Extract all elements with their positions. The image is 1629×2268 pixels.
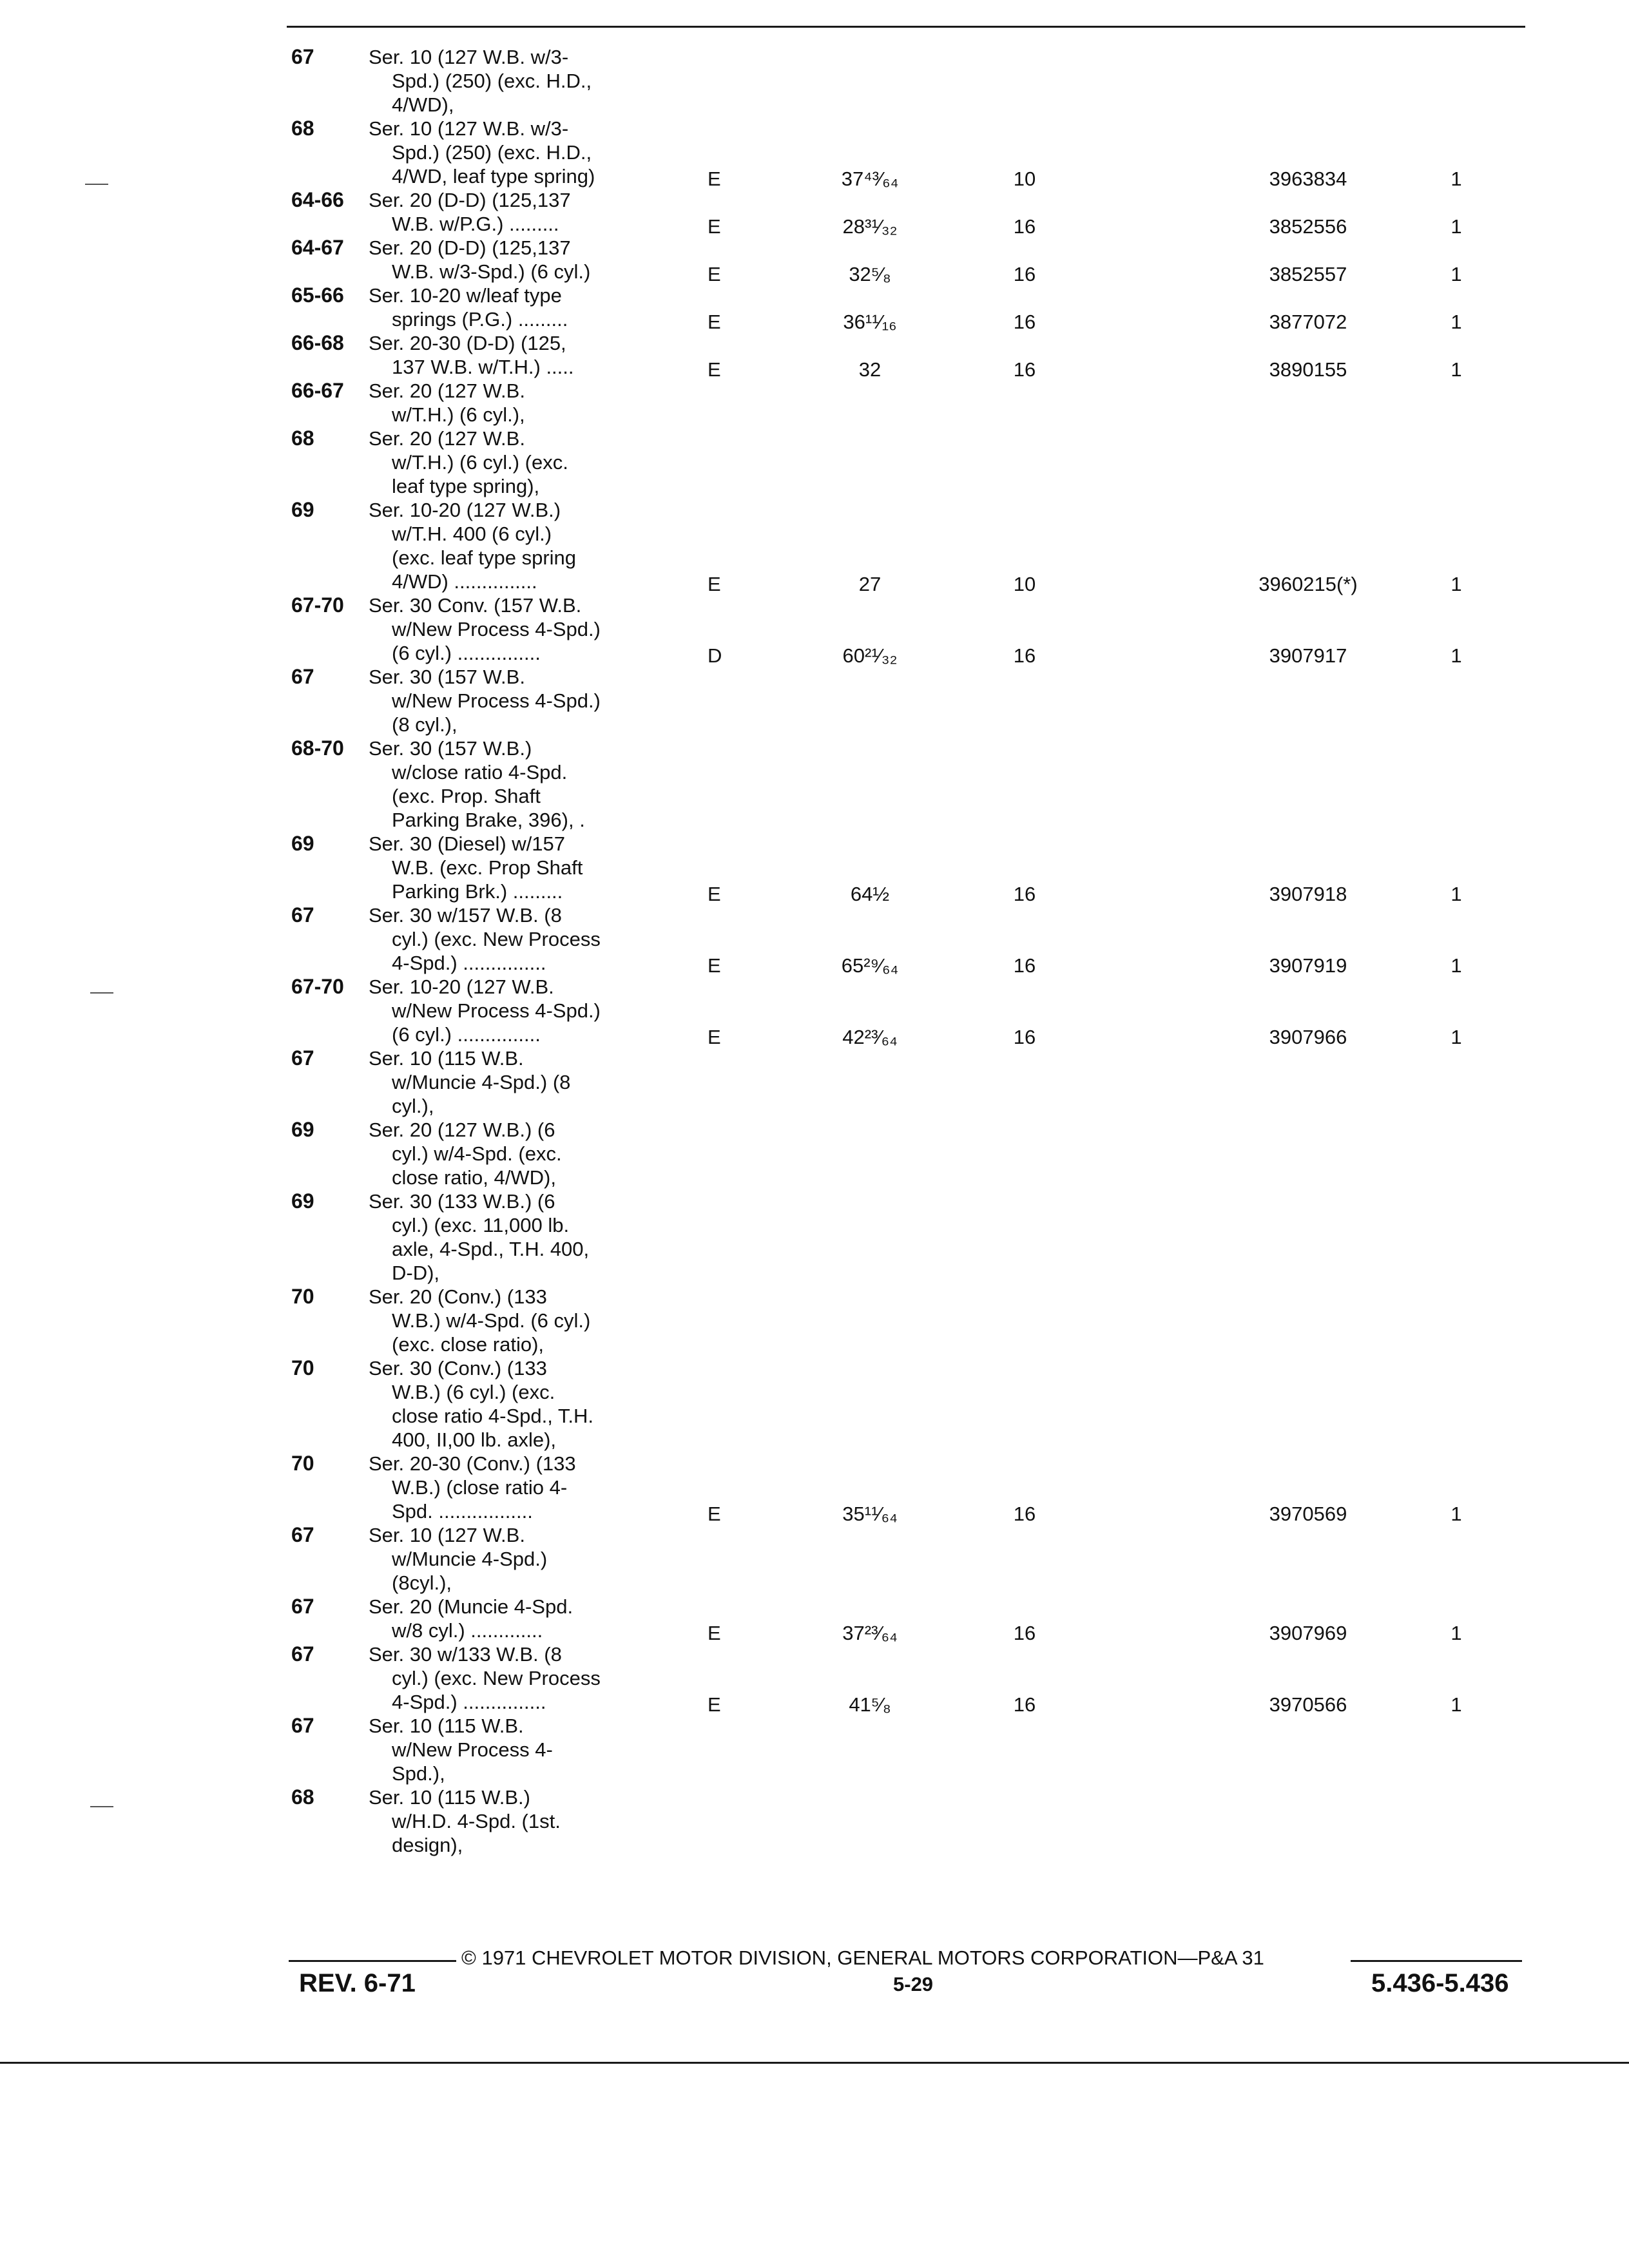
shaft-length: 32 — [858, 358, 882, 381]
description-line: (exc. leaf type spring — [392, 546, 577, 569]
description-line: w/Muncie 4-Spd.) (8 — [392, 1071, 571, 1093]
application-description — [369, 975, 652, 1046]
description-line: Ser. 20 (Muncie 4-Spd. — [369, 1595, 574, 1618]
description-line: (6 cyl.) ............... — [392, 1023, 541, 1046]
shaft-length: 35¹¹⁄₆₄ — [842, 1503, 898, 1525]
description-line: design), — [392, 1834, 463, 1856]
description-line: Ser. 10-20 (127 W.B.) — [369, 499, 561, 521]
shaft-length: 28³¹⁄₃₂ — [842, 215, 898, 238]
description-line: 4/WD) ............... — [392, 570, 537, 593]
shaft-length: 32⁵⁄₈ — [849, 263, 891, 285]
description-line: Ser. 20 (D-D) (125,137 — [369, 189, 571, 211]
model-year: 67 — [291, 1642, 314, 1666]
spline-count: 16 — [1013, 644, 1036, 667]
spline-count: 16 — [1013, 311, 1036, 333]
application-description — [369, 1523, 652, 1595]
part-number: 3877072 — [1269, 311, 1347, 333]
description-line: w/H.D. 4-Spd. (1st. — [392, 1810, 561, 1832]
shaft-length: 36¹¹⁄₁₆ — [843, 311, 897, 333]
bottom-rule — [0, 2062, 1629, 2064]
shaft-length: 42²³⁄₆₄ — [842, 1026, 898, 1048]
description-line: 4/WD, leaf type spring) — [392, 165, 595, 187]
application-description — [369, 1642, 652, 1714]
model-year: 70 — [291, 1452, 314, 1475]
part-number: 3907966 — [1269, 1026, 1347, 1048]
description-line: (6 cyl.) ............... — [392, 642, 541, 664]
quantity: 1 — [1451, 573, 1462, 595]
application-description — [369, 1189, 652, 1285]
description-line: w/8 cyl.) ............. — [392, 1619, 543, 1642]
group-code: E — [708, 358, 721, 381]
description-line: Ser. 10 (127 W.B. — [369, 1524, 525, 1546]
application-description — [369, 117, 652, 188]
page-number: 5-29 — [893, 1973, 934, 1995]
spline-count: 16 — [1013, 954, 1036, 977]
model-year: 67 — [291, 1046, 314, 1070]
description-line: (8 cyl.), — [392, 713, 458, 736]
description-line: cyl.), — [392, 1095, 434, 1117]
description-line: w/T.H.) (6 cyl.) (exc. — [392, 451, 568, 474]
model-year: 65-66 — [291, 284, 344, 307]
application-description — [369, 1452, 652, 1523]
quantity: 1 — [1451, 358, 1462, 381]
description-line: Ser. 20 (127 W.B.) (6 — [369, 1119, 555, 1141]
application-description — [369, 1285, 652, 1356]
application-description — [369, 236, 652, 284]
description-line: cyl.) (exc. New Process — [392, 1667, 601, 1689]
description-line: 4-Spd.) ............... — [392, 1691, 546, 1713]
description-line: Ser. 10 (115 W.B. — [369, 1047, 524, 1070]
description-line: Ser. 10 (115 W.B.) — [369, 1786, 530, 1809]
group-code: E — [708, 263, 721, 285]
description-line: cyl.) w/4-Spd. (exc. — [392, 1142, 562, 1165]
group-code: E — [708, 311, 721, 333]
margin-mark — [85, 184, 108, 185]
group-code: E — [708, 1026, 721, 1048]
description-line: Ser. 30 w/133 W.B. (8 — [369, 1643, 562, 1666]
part-number: 3852557 — [1269, 263, 1347, 285]
description-line: W.B.) w/4-Spd. (6 cyl.) — [392, 1309, 591, 1332]
group-code: E — [708, 1622, 721, 1644]
spline-count: 10 — [1013, 168, 1036, 190]
model-year: 69 — [291, 498, 314, 521]
revision-label: REV. 6-71 — [299, 1969, 416, 1997]
model-year: 69 — [291, 1118, 314, 1141]
quantity: 1 — [1451, 263, 1462, 285]
part-number: 3907918 — [1269, 883, 1347, 905]
part-number: 3907917 — [1269, 644, 1347, 667]
description-line: D-D), — [392, 1262, 440, 1284]
group-code: E — [708, 573, 721, 595]
description-line: Spd.) (250) (exc. H.D., — [392, 70, 592, 92]
application-description — [369, 1714, 652, 1785]
description-line: Ser. 20 (D-D) (125,137 — [369, 236, 571, 259]
group-code: E — [708, 1503, 721, 1525]
description-line: w/New Process 4-Spd.) — [392, 618, 601, 640]
description-line: Ser. 30 (Conv.) (133 — [369, 1357, 547, 1379]
quantity: 1 — [1451, 311, 1462, 333]
description-line: Spd.), — [392, 1762, 445, 1785]
description-line: Parking Brake, 396), . — [392, 809, 585, 831]
spline-count: 16 — [1013, 1026, 1036, 1048]
part-number: 3970569 — [1269, 1503, 1347, 1525]
section-number: 5.436-5.436 — [1371, 1969, 1509, 1997]
application-description — [369, 379, 652, 427]
application-description — [369, 1046, 652, 1118]
group-code: E — [708, 168, 721, 190]
model-year: 69 — [291, 832, 314, 855]
shaft-length: 37²³⁄₆₄ — [842, 1622, 898, 1644]
part-number: 3907969 — [1269, 1622, 1347, 1644]
spline-count: 16 — [1013, 215, 1036, 238]
description-line: 4/WD), — [392, 93, 454, 116]
application-description — [369, 1356, 652, 1452]
model-year: 66-67 — [291, 379, 344, 402]
part-number: 3907919 — [1269, 954, 1347, 977]
application-description — [369, 1118, 652, 1189]
description-line: springs (P.G.) ......... — [392, 308, 568, 331]
group-code: E — [708, 883, 721, 905]
shaft-length: 65²⁹⁄₆₄ — [841, 954, 899, 977]
part-number: 3852556 — [1269, 215, 1347, 238]
application-description — [369, 1785, 652, 1857]
part-number: 3890155 — [1269, 358, 1347, 381]
model-year: 67 — [291, 1595, 314, 1618]
footer-rule-right — [1351, 1960, 1522, 1962]
description-line: 4-Spd.) ............... — [392, 952, 546, 974]
description-line: W.B. (exc. Prop Shaft — [392, 856, 583, 879]
description-line: (exc. close ratio), — [392, 1333, 545, 1356]
description-line: Parking Brk.) ......... — [392, 880, 563, 903]
model-year: 67 — [291, 1523, 314, 1546]
model-year: 68 — [291, 1785, 314, 1809]
quantity: 1 — [1451, 954, 1462, 977]
application-description — [369, 284, 652, 331]
application-description — [369, 427, 652, 498]
application-description — [369, 498, 652, 593]
spline-count: 16 — [1013, 1503, 1036, 1525]
description-line: w/T.H.) (6 cyl.), — [392, 403, 525, 426]
margin-mark — [90, 992, 113, 994]
quantity: 1 — [1451, 1693, 1462, 1716]
description-line: Ser. 10-20 (127 W.B. — [369, 975, 554, 998]
model-year: 70 — [291, 1356, 314, 1379]
quantity: 1 — [1451, 1026, 1462, 1048]
description-line: 137 W.B. w/T.H.) ..... — [392, 356, 574, 378]
model-year: 70 — [291, 1285, 314, 1308]
model-year: 68 — [291, 117, 314, 140]
model-year: 67 — [291, 45, 314, 68]
description-line: Spd.) (250) (exc. H.D., — [392, 141, 592, 164]
model-year: 64-67 — [291, 236, 344, 259]
description-line: Ser. 30 (157 W.B.) — [369, 737, 532, 760]
top-rule — [287, 26, 1525, 28]
group-code: E — [708, 1693, 721, 1716]
description-line: W.B.) (close ratio 4- — [392, 1476, 568, 1499]
description-line: Ser. 30 (157 W.B. — [369, 666, 525, 688]
description-line: close ratio 4-Spd., T.H. — [392, 1405, 594, 1427]
quantity: 1 — [1451, 215, 1462, 238]
description-line: close ratio, 4/WD), — [392, 1166, 556, 1189]
application-description — [369, 736, 652, 832]
description-line: W.B.) (6 cyl.) (exc. — [392, 1381, 555, 1403]
description-line: W.B. w/P.G.) ......... — [392, 213, 559, 235]
description-line: Ser. 30 w/157 W.B. (8 — [369, 904, 562, 927]
application-description — [369, 832, 652, 903]
part-number: 3970566 — [1269, 1693, 1347, 1716]
shaft-length: 37⁴³⁄₆₄ — [841, 168, 899, 190]
shaft-length: 27 — [858, 573, 882, 595]
description-line: Ser. 30 Conv. (157 W.B. — [369, 594, 582, 617]
model-year: 67 — [291, 665, 314, 688]
model-year: 67-70 — [291, 593, 344, 617]
description-line: w/New Process 4-Spd.) — [392, 999, 601, 1022]
copyright-line: © 1971 CHEVROLET MOTOR DIVISION, GENERAL MOTORS CORPORATION—P&A 31 — [461, 1946, 1264, 1969]
description-line: Ser. 20-30 (Conv.) (133 — [369, 1452, 576, 1475]
shaft-length: 41⁵⁄₈ — [849, 1693, 891, 1716]
quantity: 1 — [1451, 1622, 1462, 1644]
description-line: Ser. 30 (133 W.B.) (6 — [369, 1190, 555, 1213]
description-line: (exc. Prop. Shaft — [392, 785, 541, 807]
description-line: Ser. 10 (127 W.B. w/3- — [369, 46, 569, 68]
model-year: 67-70 — [291, 975, 344, 998]
application-description — [369, 45, 652, 117]
description-line: Ser. 20 (127 W.B. — [369, 380, 525, 402]
description-line: W.B. w/3-Spd.) (6 cyl.) — [392, 260, 591, 283]
model-year: 67 — [291, 1714, 314, 1737]
spline-count: 10 — [1013, 573, 1036, 595]
description-line: w/T.H. 400 (6 cyl.) — [392, 523, 552, 545]
description-line: Ser. 20-30 (D-D) (125, — [369, 332, 566, 354]
description-line: 400, II,00 lb. axle), — [392, 1428, 557, 1451]
model-year: 68-70 — [291, 736, 344, 760]
description-line: Ser. 10 (115 W.B. — [369, 1715, 524, 1737]
description-line: leaf type spring), — [392, 475, 540, 497]
description-line: Ser. 10 (127 W.B. w/3- — [369, 117, 569, 140]
description-line: Ser. 20 (Conv.) (133 — [369, 1285, 547, 1308]
model-year: 66-68 — [291, 331, 344, 354]
description-line: Spd. ................. — [392, 1500, 533, 1523]
quantity: 1 — [1451, 1503, 1462, 1525]
group-code: E — [708, 215, 721, 238]
footer-rule-left — [289, 1960, 456, 1962]
application-description — [369, 665, 652, 736]
spline-count: 16 — [1013, 883, 1036, 905]
shaft-length: 60²¹⁄₃₂ — [842, 644, 898, 667]
description-line: cyl.) (exc. 11,000 lb. — [392, 1214, 570, 1236]
description-line: w/close ratio 4-Spd. — [392, 761, 568, 783]
spline-count: 16 — [1013, 358, 1036, 381]
application-description — [369, 903, 652, 975]
description-line: Ser. 20 (127 W.B. — [369, 427, 525, 450]
description-line: w/New Process 4-Spd.) — [392, 689, 601, 712]
model-year: 64-66 — [291, 188, 344, 211]
spline-count: 16 — [1013, 1622, 1036, 1644]
shaft-length: 64½ — [850, 883, 890, 905]
application-description — [369, 593, 652, 665]
group-code: D — [708, 644, 722, 667]
application-description — [369, 1595, 652, 1642]
description-line: axle, 4-Spd., T.H. 400, — [392, 1238, 590, 1260]
part-number: 3960215(*) — [1258, 573, 1358, 595]
description-line: Ser. 30 (Diesel) w/157 — [369, 832, 565, 855]
application-description — [369, 331, 652, 379]
part-number: 3963834 — [1269, 168, 1347, 190]
description-line: w/New Process 4- — [392, 1738, 553, 1761]
model-year: 68 — [291, 427, 314, 450]
quantity: 1 — [1451, 883, 1462, 905]
quantity: 1 — [1451, 644, 1462, 667]
spline-count: 16 — [1013, 1693, 1036, 1716]
description-line: w/Muncie 4-Spd.) — [392, 1548, 548, 1570]
model-year: 67 — [291, 903, 314, 927]
margin-mark — [90, 1806, 113, 1807]
quantity: 1 — [1451, 168, 1462, 190]
application-description — [369, 188, 652, 236]
description-line: cyl.) (exc. New Process — [392, 928, 601, 950]
description-line: Ser. 10-20 w/leaf type — [369, 284, 562, 307]
group-code: E — [708, 954, 721, 977]
description-line: (8cyl.), — [392, 1571, 452, 1594]
model-year: 69 — [291, 1189, 314, 1213]
spline-count: 16 — [1013, 263, 1036, 285]
